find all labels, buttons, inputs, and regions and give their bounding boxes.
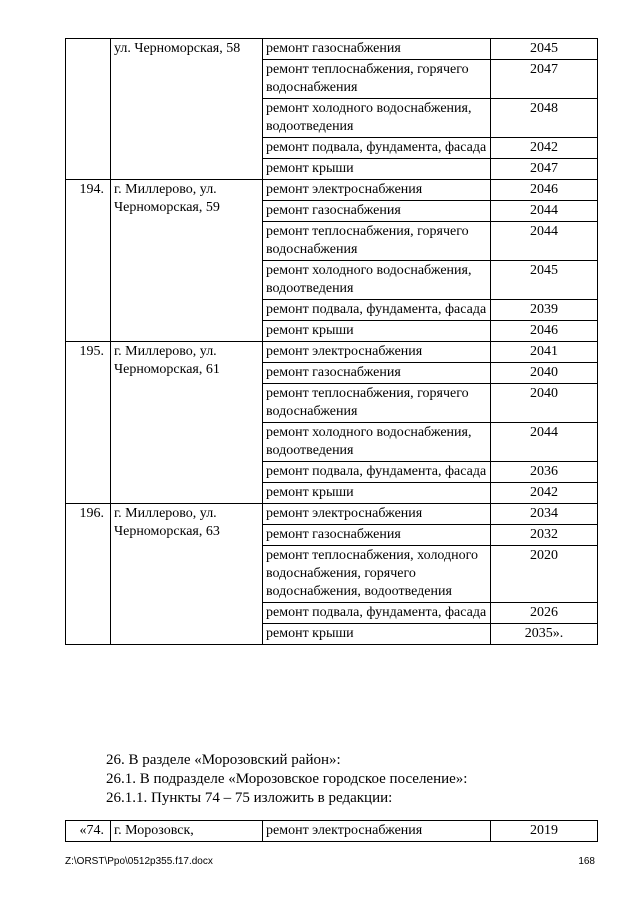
work-cell: ремонт холодного водоснабжения, водоотведения <box>263 423 491 462</box>
year-cell: 2032 <box>491 525 598 546</box>
row-number <box>66 39 111 180</box>
address-cell: г. Миллерово, ул. Черноморская, 59 <box>111 180 263 342</box>
work-cell: ремонт газоснабжения <box>263 39 491 60</box>
year-cell: 2046 <box>491 180 598 201</box>
year-cell: 2026 <box>491 603 598 624</box>
year-cell: 2040 <box>491 384 598 423</box>
address-cell: ул. Черноморская, 58 <box>111 39 263 180</box>
work-cell: ремонт электроснабжения <box>263 180 491 201</box>
row-number: «74. <box>66 821 111 842</box>
year-cell: 2039 <box>491 300 598 321</box>
year-cell: 2044 <box>491 222 598 261</box>
year-cell: 2044 <box>491 201 598 222</box>
repair-schedule-body <box>66 39 598 645</box>
work-cell: ремонт газоснабжения <box>263 201 491 222</box>
work-cell: ремонт крыши <box>263 159 491 180</box>
continuation-table <box>65 820 598 842</box>
subsection-paragraph: 26.1. В подразделе «Морозовское городское поселение»: <box>106 771 468 787</box>
year-cell: 2019 <box>491 821 598 842</box>
work-cell: ремонт электроснабжения <box>263 342 491 363</box>
year-cell: 2036 <box>491 462 598 483</box>
table-row <box>66 180 598 201</box>
table-row <box>66 821 598 842</box>
work-cell: ремонт газоснабжения <box>263 363 491 384</box>
work-cell: ремонт крыши <box>263 321 491 342</box>
year-cell: 2048 <box>491 99 598 138</box>
work-cell: ремонт крыши <box>263 483 491 504</box>
table-row <box>66 39 598 60</box>
table-row <box>66 342 598 363</box>
work-cell: ремонт теплоснабжения, горячего водоснабжения <box>263 222 491 261</box>
address-cell: г. Морозовск, <box>111 821 263 842</box>
page-number: 168 <box>578 856 595 867</box>
work-cell: ремонт подвала, фундамента, фасада <box>263 462 491 483</box>
year-cell: 2042 <box>491 483 598 504</box>
table-row <box>66 504 598 525</box>
row-number: 195. <box>66 342 111 504</box>
work-cell: ремонт теплоснабжения, горячего водоснабжения <box>263 60 491 99</box>
year-cell: 2047 <box>491 159 598 180</box>
year-cell: 2046 <box>491 321 598 342</box>
work-cell: ремонт электроснабжения <box>263 504 491 525</box>
year-cell: 2020 <box>491 546 598 603</box>
file-path-footer: Z:\ORST\Ppo\0512p355.f17.docx <box>65 856 213 867</box>
year-cell: 2040 <box>491 363 598 384</box>
work-cell: ремонт электроснабжения <box>263 821 491 842</box>
address-cell: г. Миллерово, ул. Черноморская, 61 <box>111 342 263 504</box>
work-cell: ремонт подвала, фундамента, фасада <box>263 603 491 624</box>
work-cell: ремонт холодного водоснабжения, водоотведения <box>263 261 491 300</box>
item-paragraph: 26.1.1. Пункты 74 – 75 изложить в редакции: <box>106 790 393 806</box>
year-cell: 2041 <box>491 342 598 363</box>
work-cell: ремонт холодного водоснабжения, водоотведения <box>263 99 491 138</box>
section-paragraph: 26. В разделе «Морозовский район»: <box>106 752 341 768</box>
work-cell: ремонт теплоснабжения, холодного водоснабжения, горячего водоснабжения, водоотведения <box>263 546 491 603</box>
year-cell: 2047 <box>491 60 598 99</box>
year-cell: 2034 <box>491 504 598 525</box>
year-cell: 2042 <box>491 138 598 159</box>
work-cell: ремонт теплоснабжения, горячего водоснабжения <box>263 384 491 423</box>
year-cell: 2044 <box>491 423 598 462</box>
work-cell: ремонт подвала, фундамента, фасада <box>263 300 491 321</box>
row-number: 194. <box>66 180 111 342</box>
work-cell: ремонт крыши <box>263 624 491 645</box>
repair-schedule-table <box>65 38 598 645</box>
work-cell: ремонт подвала, фундамента, фасада <box>263 138 491 159</box>
year-cell: 2045 <box>491 39 598 60</box>
row-number: 196. <box>66 504 111 645</box>
year-cell: 2045 <box>491 261 598 300</box>
address-cell: г. Миллерово, ул. Черноморская, 63 <box>111 504 263 645</box>
year-cell: 2035». <box>491 624 598 645</box>
work-cell: ремонт газоснабжения <box>263 525 491 546</box>
